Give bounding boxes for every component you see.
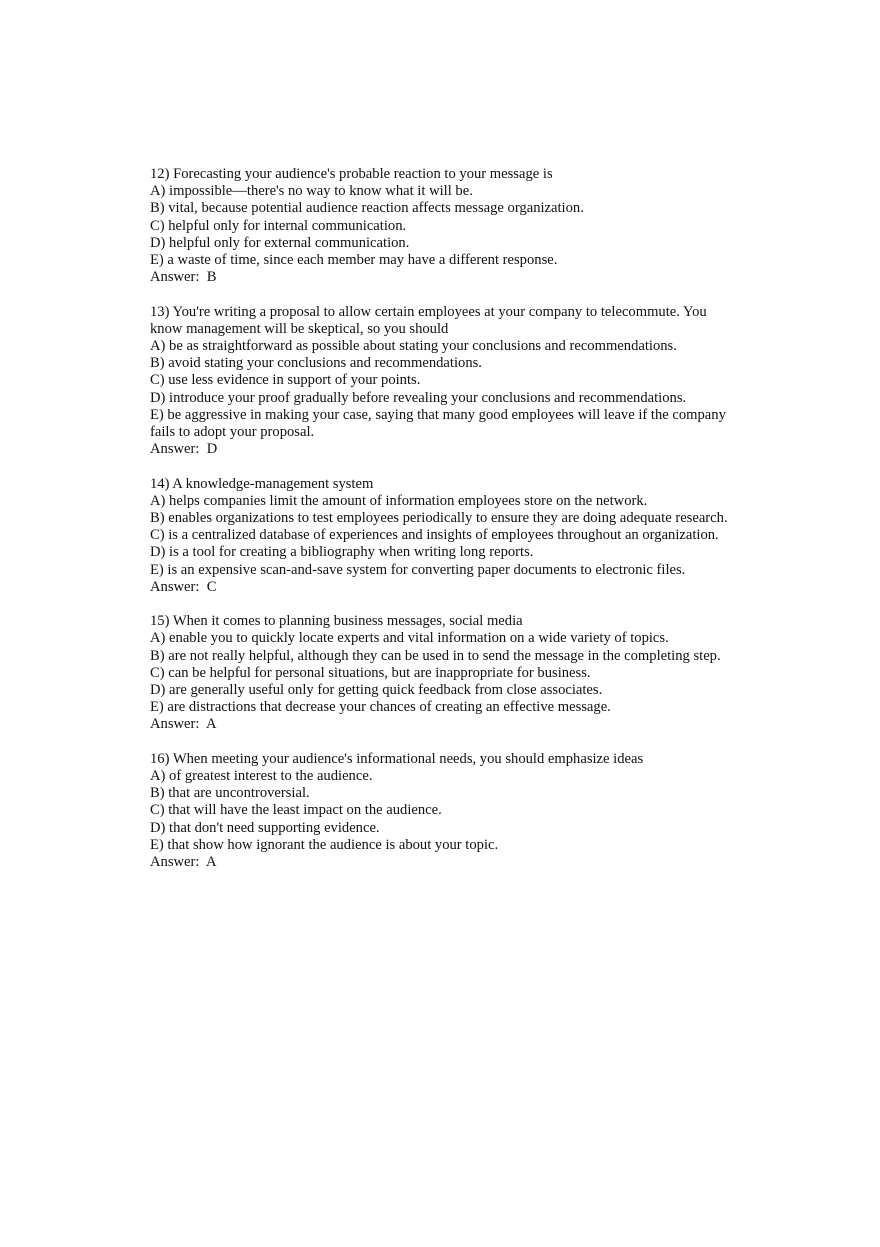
answer-option: B) avoid stating your conclusions and recommendations. bbox=[150, 355, 482, 372]
answer-option: E) is an expensive scan-and-save system for converting paper documents to electronic files. bbox=[150, 561, 686, 578]
answer-key: Answer: A bbox=[150, 854, 217, 871]
answer-option: A) enable you to quickly locate experts and vital information on a wide variety of topics. bbox=[150, 630, 669, 647]
question-stem: 14) A knowledge-management system bbox=[150, 475, 374, 492]
question-block bbox=[150, 304, 742, 459]
answer-option: B) are not really helpful, although they can be used in to send the message in the completing step. bbox=[150, 647, 721, 664]
answer-option: D) helpful only for external communication. bbox=[150, 234, 410, 251]
question-block bbox=[150, 751, 742, 871]
answer-option: C) helpful only for internal communication. bbox=[150, 217, 407, 234]
question-stem: 13) You're writing a proposal to allow certain employees at your company to telecommute. You know management will be skeptical, so you should bbox=[150, 303, 707, 337]
answer-key: Answer: B bbox=[150, 269, 217, 286]
answer-key: Answer: A bbox=[150, 716, 217, 733]
answer-option: A) helps companies limit the amount of information employees store on the network. bbox=[150, 492, 648, 509]
answer-option: E) a waste of time, since each member may have a different response. bbox=[150, 252, 558, 269]
question-stem: 15) When it comes to planning business messages, social media bbox=[150, 613, 523, 630]
answer-option: A) impossible—there's no way to know what it will be. bbox=[150, 183, 473, 200]
answer-option: D) that don't need supporting evidence. bbox=[150, 819, 380, 836]
answer-key: Answer: D bbox=[150, 441, 218, 458]
answer-option: C) can be helpful for personal situations, but are inappropriate for business. bbox=[150, 664, 591, 681]
answer-option: B) vital, because potential audience reaction affects message organization. bbox=[150, 200, 584, 217]
answer-option: A) be as straightforward as possible about stating your conclusions and recommendations. bbox=[150, 338, 677, 355]
answer-option: C) use less evidence in support of your points. bbox=[150, 372, 421, 389]
answer-option: E) be aggressive in making your case, saying that many good employees will leave if the company fails to adopt your proposal. bbox=[150, 406, 726, 441]
answer-option: D) are generally useful only for getting quick feedback from close associates. bbox=[150, 682, 603, 699]
question-stem: 16) When meeting your audience's informational needs, you should emphasize ideas bbox=[150, 750, 644, 767]
answer-option: E) are distractions that decrease your chances of creating an effective message. bbox=[150, 699, 611, 716]
question-block bbox=[150, 166, 742, 286]
answer-option: C) that will have the least impact on the audience. bbox=[150, 802, 442, 819]
question-block bbox=[150, 476, 742, 596]
answer-option: D) is a tool for creating a bibliography when writing long reports. bbox=[150, 544, 534, 561]
answer-option: B) enables organizations to test employees periodically to ensure they are doing adequate research. bbox=[150, 510, 728, 527]
answer-option: B) that are uncontroversial. bbox=[150, 785, 310, 802]
question-stem: 12) Forecasting your audience's probable reaction to your message is bbox=[150, 166, 553, 182]
answer-key: Answer: C bbox=[150, 578, 217, 595]
answer-option: D) introduce your proof gradually before revealing your conclusions and recommendations. bbox=[150, 389, 687, 406]
answer-option: E) that show how ignorant the audience is about your topic. bbox=[150, 836, 499, 853]
document-page bbox=[150, 166, 742, 888]
answer-option: A) of greatest interest to the audience. bbox=[150, 768, 373, 785]
answer-option: C) is a centralized database of experiences and insights of employees throughout an organization. bbox=[150, 527, 719, 544]
question-block bbox=[150, 613, 742, 733]
